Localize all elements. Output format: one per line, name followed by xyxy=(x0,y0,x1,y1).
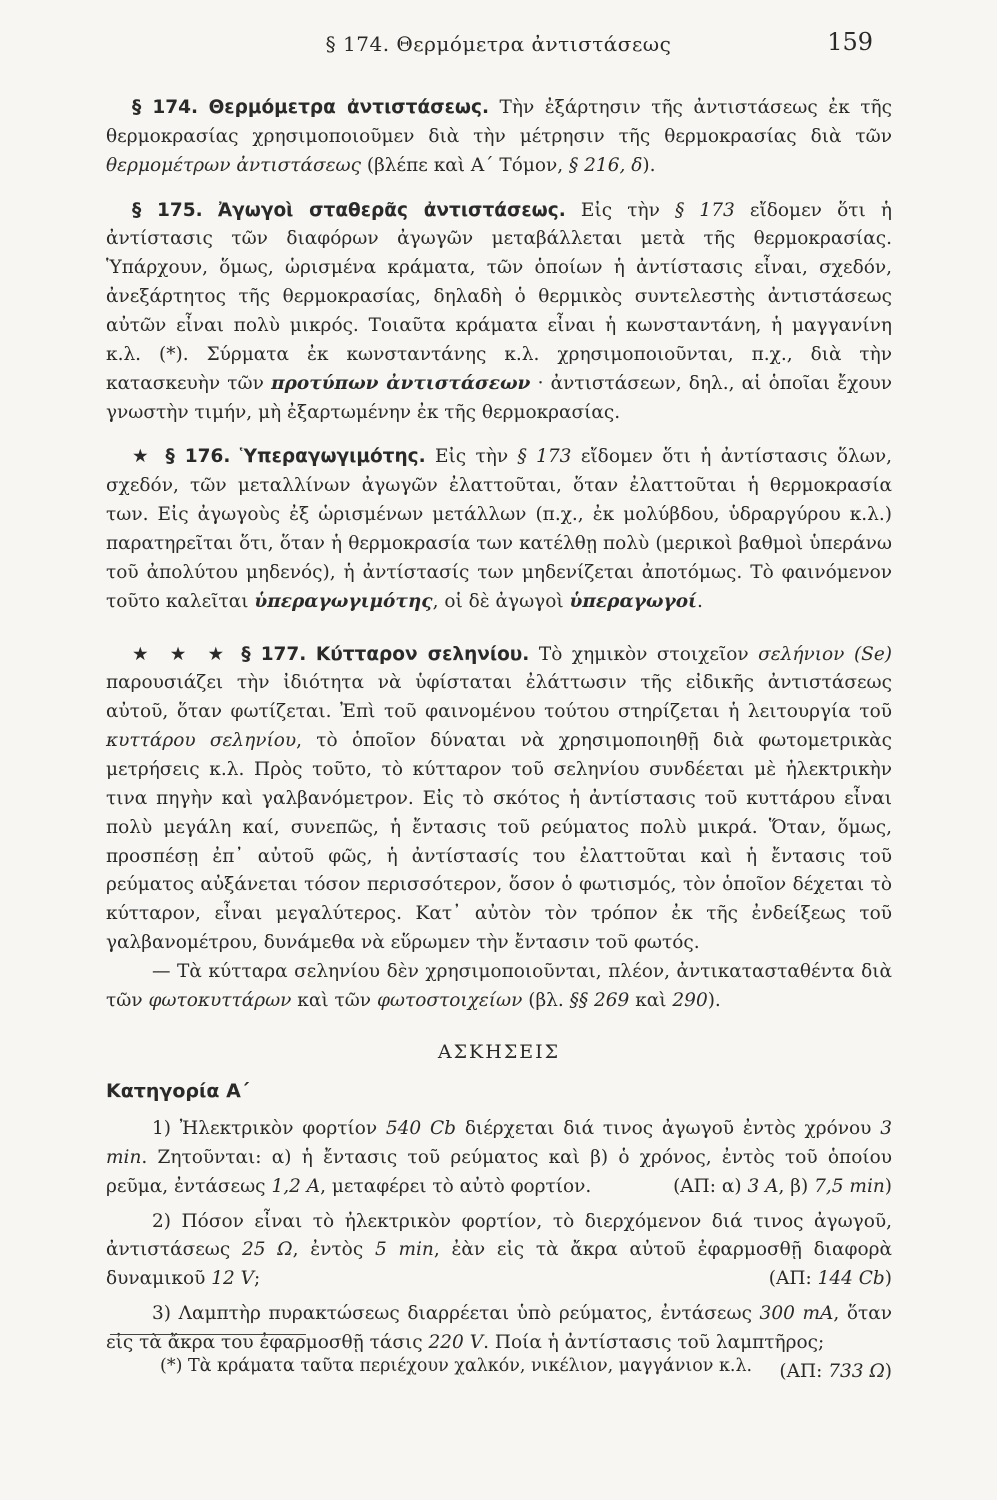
section-number: § 174. xyxy=(132,97,199,118)
section-174: § 174. Θερμόμετρα ἀντιστάσεως. Τὴν ἐξάρτησιν τῆς ἀντιστάσεως ἐκ τῆς θερμοκρασίας χρησιμοποιοῦμεν διὰ τὴν μέτρησιν τῆς θερμοκρασίας διὰ τῶν θερμομέτρων ἀντιστάσεως (βλέπε καὶ Α΄ Τόμον, § 216, δ). xyxy=(106,97,892,176)
exercises-heading: ΑΣΚΗΣΕΙΣ xyxy=(437,1040,561,1063)
footnote-divider xyxy=(110,1334,306,1335)
exercise-2: 2) Πόσον εἶναι τὸ ἠλεκτρικὸν φορτίον, τὸ διερχόμενον διά τινος ἀγωγοῦ, ἀντιστάσεως 25 Ω, ἐντὸς 5 min, ἐὰν εἰς τὰ ἄκρα αὐτοῦ ἐφαρμοσθῇ διαφορὰ δυναμικοῦ 12 V; (ΑΠ: 144 Cb) xyxy=(106,1208,892,1295)
exercise-3-answer: (ΑΠ: 733 Ω) xyxy=(779,1360,892,1382)
exercise-2-answer: (ΑΠ: 144 Cb) xyxy=(768,1268,892,1290)
page-header xyxy=(0,28,997,62)
section-title: Κύτταρον σεληνίου. xyxy=(315,643,530,665)
section-title: Θερμόμετρα ἀντιστάσεως. xyxy=(208,97,489,118)
page-body xyxy=(106,94,892,1387)
exercise-3: 3) Λαμπτὴρ πυρακτώσεως διαρρέεται ὑπὸ ρεύματος, ἐντάσεως 300 mA, ὅταν εἰς τὰ ἄκρα του ἐφαρμοσθῇ τάσις 220 V. Ποία ἡ ἀντίστασις τοῦ λαμπτῆρος; (ΑΠ: 733 Ω) xyxy=(106,1300,892,1358)
difficulty-star-icon: ★ ★ ★ xyxy=(132,643,232,665)
page-number: 159 xyxy=(827,28,873,56)
exercise-1-answer: (ΑΠ: α) 3 A, β) 7,5 min) xyxy=(673,1175,892,1197)
exercise-category: Κατηγορία Α΄ xyxy=(106,1080,250,1103)
section-title: Ἀγωγοὶ σταθερᾶς ἀντιστάσεως. xyxy=(217,199,566,221)
difficulty-star-icon: ★ xyxy=(132,446,157,468)
section-177-note: — Τὰ κύτταρα σεληνίου δὲν χρησιμοποιοῦνται, πλέον, ἀντικατασταθέντα διὰ τῶν φωτοκυττάρων καὶ τῶν φωτοστοιχείων (βλ. §§ 269 καὶ 290). xyxy=(106,961,892,1011)
section-title: Ὑπεραγωγιμότης. xyxy=(239,446,426,468)
running-title: § 174. Θερμόμετρα ἀντιστάσεως xyxy=(325,32,672,56)
section-number: § 176. xyxy=(165,446,231,468)
section-176: ★ § 176. Ὑπεραγωγιμότης. Εἰς τὴν § 173 εἴδομεν ὅτι ἡ ἀντίστασις ὅλων, σχεδόν, τῶν μεταλλίνων ἀγωγῶν ἐλαττοῦται, ὅταν ἐλαττοῦται ἡ θερμοκρασία των. Εἰς ἀγωγοὺς ἐξ ὡρισμένων μετάλλων (π.χ., ἐκ μολύβδου, ὑδραργύρου κ.λ.) παρατηρεῖται ὅτι, ὅταν ἡ θερμοκρασία των κατέλθῃ πολὺ (μερικοὶ βαθμοὶ ὑπεράνω τοῦ ἀπολύτου μηδενός), ἡ ἀντίστασίς των μηδενίζεται ἀποτόμως. Τὸ φαινόμενον τοῦτο καλεῖται ὑπεραγωγιμότης, οἱ δὲ ἀγωγοὶ ὑπεραγωγοί. xyxy=(106,446,892,612)
exercise-1: 1) Ἠλεκτρικὸν φορτίον 540 Cb διέρχεται διά τινος ἀγωγοῦ ἐντὸς χρόνου 3 min. Ζητοῦνται: α) ἡ ἔντασις τοῦ ρεύματος καὶ β) ὁ χρόνος, ἐντὸς τοῦ ὁποίου ρεῦμα, ἐντάσεως 1,2 A, μεταφέρει τὸ αὐτὸ φορτίον. (ΑΠ: α) 3 A, β) 7,5 min) xyxy=(106,1115,892,1202)
section-number: § 177. xyxy=(241,643,307,665)
section-177: ★ ★ ★ § 177. Κύτταρον σεληνίου. Τὸ χημικὸν στοιχεῖον σελήνιον (Se) παρουσιάζει τὴν ἰδιότητα νὰ ὑφίσταται ἐλάττωσιν τῆς εἰδικῆς ἀντιστάσεως αὐτοῦ, ὅταν φωτίζεται. Ἐπὶ τοῦ φαινομένου τούτου στηρίζεται ἡ λειτουργία τοῦ κυττάρου σεληνίου, τὸ ὁποῖον δύναται νὰ χρησιμοποιηθῇ διὰ φωτομετρικὰς μετρήσεις κ.λ. Πρὸς τοῦτο, τὸ κύτταρον τοῦ σεληνίου συνδέεται μὲ ἠλεκτρικὴν τινα πηγὴν καὶ γαλβανόμετρον. Εἰς τὸ σκότος ἡ ἀντίστασις τοῦ κυττάρου εἶναι πολὺ μεγάλη καί, συνεπῶς, ἡ ἔντασις τοῦ ρεύματος πολὺ μικρά. Ὅταν, ὅμως, προσπέσῃ ἐπ᾽ αὐτοῦ φῶς, ἡ ἀντίστασίς του ἐλαττοῦται καὶ ἡ ἔντασις τοῦ ρεύματος αὐξάνεται τόσον περισσότερον, ὅσον ὁ φωτισμός, τὸν ὁποῖον δέχεται τὸ κύτταρον, εἶναι μεγαλύτερος. Κατ᾽ αὐτὸν τὸν τρόπον ἐκ τῆς ἐνδείξεως τοῦ γαλβανομέτρου, δυνάμεθα νὰ εὕρωμεν τὴν ἔντασιν τοῦ φωτός. xyxy=(106,643,893,954)
section-175: § 175. Ἀγωγοὶ σταθερᾶς ἀντιστάσεως. Εἰς τὴν § 173 εἴδομεν ὅτι ἡ ἀντίστασις τῶν διαφόρων ἀγωγῶν μεταβάλλεται μετὰ τῆς θερμοκρασίας. Ὑπάρχουν, ὅμως, ὡρισμένα κράματα, τῶν ὁποίων ἡ ἀντίστασις εἶναι, σχεδόν, ἀνεξάρτητος τῆς θερμοκρασίας, δηλαδὴ ὁ θερμικὸς συντελεστὴς ἀντιστάσεως αὐτῶν εἶναι πολὺ μικρός. Τοιαῦτα κράματα εἶναι ἡ κωνσταντάνη, ἡ μαγγανίνη κ.λ. (*). Σύρματα ἐκ κωνσταντάνης κ.λ. χρησιμοποιοῦνται, π.χ., διὰ τὴν κατασκευὴν τῶν προτύπων ἀντιστάσεων · ἀντιστάσεων, δηλ., αἱ ὁποῖαι ἔχουν γνωστὴν τιμήν, μὴ ἐξαρτωμένην ἐκ τῆς θερμοκρασίας. xyxy=(106,199,892,423)
footnote: (*) Τὰ κράματα ταῦτα περιέχουν χαλκόν, νικέλιον, μαγγάνιον κ.λ. xyxy=(160,1356,753,1376)
section-number: § 175. xyxy=(132,199,203,221)
